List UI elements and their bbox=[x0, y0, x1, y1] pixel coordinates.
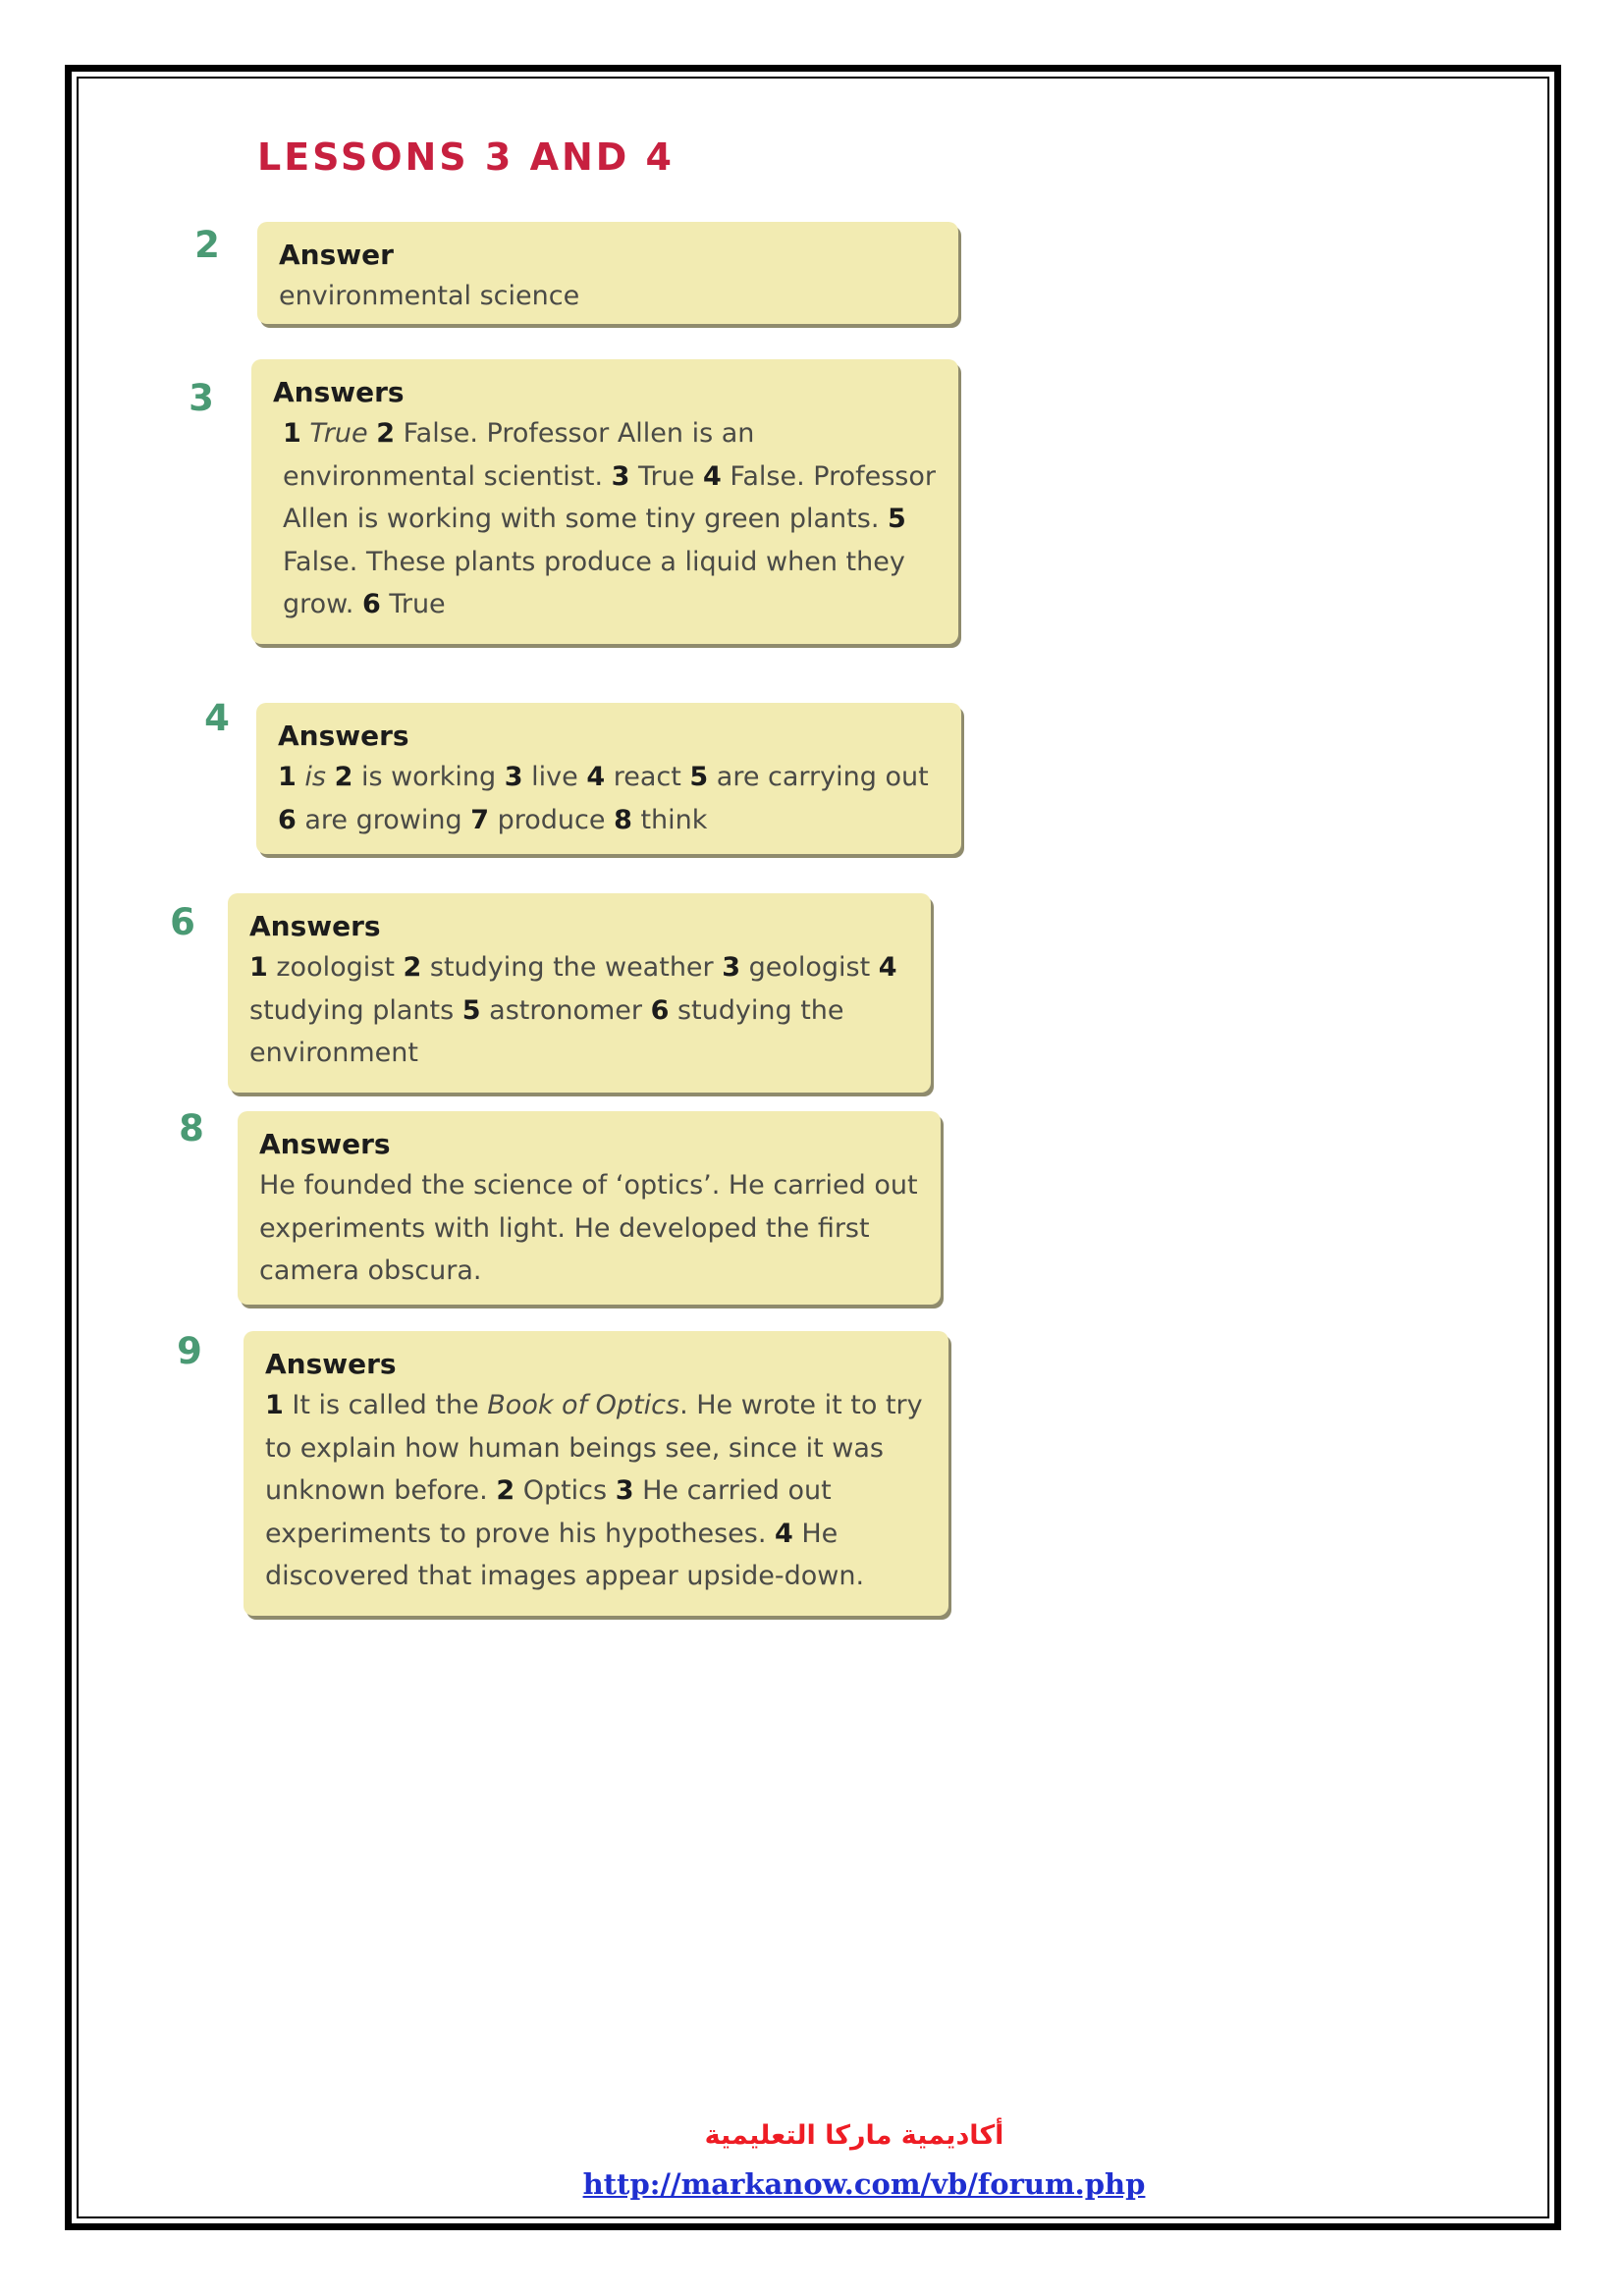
answer-text: He founded the science of ‘optics’. He carried out experiments with light. He developed the first camera obscura. bbox=[259, 1170, 918, 1286]
question-number: 2 bbox=[194, 224, 220, 266]
item-number: 2 bbox=[403, 952, 422, 983]
answer-box-title: Answers bbox=[273, 376, 405, 408]
answer-text: live bbox=[522, 762, 587, 792]
question-number: 6 bbox=[170, 901, 195, 943]
answer-box-title: Answers bbox=[278, 720, 409, 752]
answer-text: . He wrote it to try to explain how human beings see, since it was unknown before. bbox=[265, 1390, 923, 1506]
item-number: 4 bbox=[702, 460, 722, 492]
answer-box bbox=[256, 703, 961, 854]
answer-box bbox=[238, 1111, 941, 1305]
answer-text: react bbox=[605, 762, 690, 792]
question-number: 4 bbox=[204, 697, 230, 739]
answer-text: Optics bbox=[514, 1475, 616, 1506]
answer-text: think bbox=[631, 804, 708, 835]
item-number: 4 bbox=[586, 762, 606, 792]
item-number: 1 bbox=[265, 1390, 284, 1420]
answer-box-body bbox=[265, 1384, 927, 1598]
answer-text: geologist bbox=[740, 952, 879, 983]
item-number: 3 bbox=[615, 1475, 634, 1506]
question-number: 8 bbox=[179, 1107, 204, 1149]
answer-box-body bbox=[273, 412, 937, 626]
answer-text: False. Professor Allen is working with some tiny green plants. bbox=[283, 460, 936, 534]
answer-text: produce bbox=[489, 804, 615, 835]
item-number: 6 bbox=[361, 589, 381, 619]
item-number: 3 bbox=[611, 460, 630, 492]
item-number: 1 bbox=[249, 952, 268, 983]
item-number: 4 bbox=[878, 952, 897, 983]
item-number: 2 bbox=[334, 762, 353, 792]
answer-text bbox=[368, 418, 377, 449]
answer-text: studying the weather bbox=[421, 952, 723, 983]
answer-box-body bbox=[278, 756, 940, 841]
answer-text: It is called the bbox=[283, 1390, 488, 1420]
item-number: 1 bbox=[278, 762, 297, 792]
italic-text: is bbox=[304, 762, 326, 792]
answer-text: False. Professor Allen is an environmental scientist. bbox=[283, 418, 755, 492]
item-number: 2 bbox=[376, 418, 396, 449]
answer-text: studying the environment bbox=[249, 994, 844, 1068]
answer-text: are growing bbox=[296, 804, 471, 835]
answer-box-title: Answers bbox=[259, 1128, 391, 1160]
item-number: 3 bbox=[722, 952, 741, 983]
footer-academy-name: أكاديمية ماركا التعليمية bbox=[704, 2120, 1004, 2151]
italic-text: Book of Optics bbox=[487, 1390, 680, 1420]
answer-box-body bbox=[279, 275, 937, 318]
item-number: 3 bbox=[504, 762, 523, 792]
answer-box-title: Answers bbox=[249, 910, 381, 942]
answer-text: is working bbox=[352, 762, 505, 792]
item-number: 7 bbox=[470, 804, 490, 835]
answer-text: zoologist bbox=[267, 952, 404, 983]
answer-box bbox=[244, 1331, 948, 1616]
question-number: 3 bbox=[189, 377, 214, 419]
item-number: 6 bbox=[278, 804, 297, 835]
italic-text: True bbox=[309, 418, 368, 449]
answer-box bbox=[228, 893, 931, 1093]
answer-text: He carried out experiments to prove his hypotheses. bbox=[265, 1475, 832, 1549]
answer-text: He discovered that images appear upside-down. bbox=[265, 1518, 865, 1591]
answer-text: False. These plants produce a liquid when they grow. bbox=[283, 546, 905, 619]
question-number: 9 bbox=[177, 1330, 202, 1372]
answer-text: astronomer bbox=[480, 994, 651, 1026]
answer-text: True bbox=[629, 460, 703, 492]
item-number: 2 bbox=[496, 1475, 515, 1506]
item-number: 5 bbox=[888, 504, 906, 534]
answer-box-title: Answers bbox=[265, 1348, 397, 1380]
item-number: 1 bbox=[283, 418, 301, 449]
item-number: 8 bbox=[614, 804, 632, 835]
answer-text bbox=[326, 762, 335, 792]
answer-text: studying plants bbox=[249, 994, 462, 1026]
answer-box-title: Answer bbox=[279, 239, 394, 271]
page-heading: LESSONS 3 AND 4 bbox=[257, 135, 675, 179]
answer-box-body bbox=[249, 946, 909, 1075]
answer-box bbox=[251, 359, 958, 644]
answer-text: are carrying out bbox=[708, 762, 929, 792]
item-number: 4 bbox=[775, 1518, 793, 1549]
answer-box bbox=[257, 222, 958, 324]
item-number: 5 bbox=[689, 762, 709, 792]
footer-forum-link[interactable]: http://markanow.com/vb/forum.php bbox=[582, 2167, 1146, 2201]
answer-text: environmental science bbox=[279, 281, 580, 311]
answer-box-body bbox=[259, 1164, 919, 1293]
item-number: 5 bbox=[461, 994, 481, 1026]
item-number: 6 bbox=[650, 994, 670, 1026]
answer-text: True bbox=[380, 589, 446, 619]
